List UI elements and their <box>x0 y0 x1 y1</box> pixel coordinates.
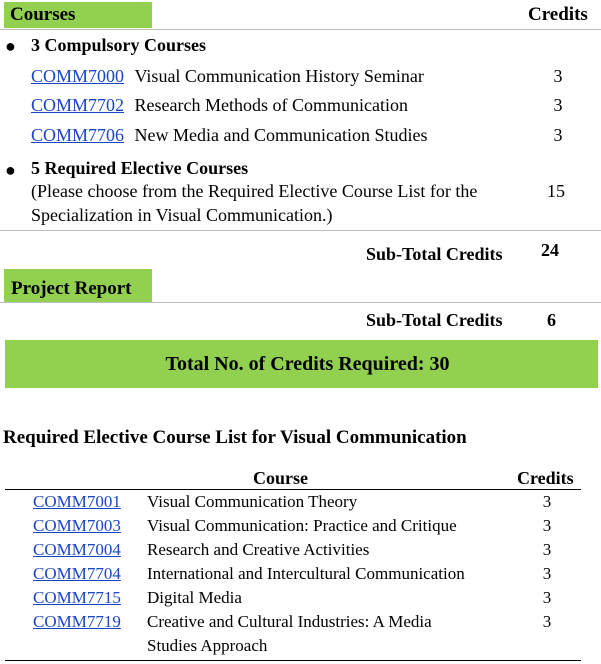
course-code-link[interactable]: COMM7004 <box>33 540 121 559</box>
course-name: New Media and Communication Studies <box>134 125 428 145</box>
course-name-continued: Studies Approach <box>147 636 268 655</box>
elective-list-title: Required Elective Course List for Visual Communication <box>3 427 467 448</box>
table-row <box>33 516 121 536</box>
table-row <box>33 564 121 584</box>
course-credits: 3 <box>542 588 552 607</box>
table-row <box>33 540 121 560</box>
course-credits: 3 <box>542 564 552 583</box>
course-credits: 3 <box>553 95 563 115</box>
bullet-icon: ● <box>5 160 16 180</box>
course-name: Visual Communication: Practice and Critique <box>147 516 457 535</box>
elective-note-line2: Specialization in Visual Communication.) <box>31 205 333 225</box>
compulsory-title: 3 Compulsory Courses <box>31 35 207 55</box>
course-code-link[interactable]: COMM7003 <box>33 516 121 535</box>
course-name: Digital Media <box>147 588 242 607</box>
course-name: International and Intercultural Communication <box>147 564 465 583</box>
course-credits: 3 <box>542 612 552 631</box>
course-code-link[interactable]: COMM7001 <box>33 492 121 511</box>
header-divider <box>0 29 601 30</box>
elective-credits: 15 <box>547 181 565 201</box>
course-code-link[interactable]: COMM7706 <box>31 125 125 145</box>
course-credits: 3 <box>542 492 552 511</box>
course-name: Research Methods of Communication <box>134 95 408 115</box>
credits-column-header: Credits <box>517 468 574 488</box>
course-name: Creative and Cultural Industries: A Media <box>147 612 432 631</box>
course-credits: 3 <box>542 516 552 535</box>
course-code-link[interactable]: COMM7702 <box>31 95 125 115</box>
courses-header-label: Courses <box>10 4 76 25</box>
table-row <box>33 612 121 632</box>
subtotal-value: 6 <box>547 310 556 330</box>
credits-header: Credits <box>528 4 588 25</box>
course-code-link[interactable]: COMM7704 <box>33 564 121 583</box>
divider <box>0 230 601 231</box>
project-report-header <box>4 269 152 302</box>
project-report-label: Project Report <box>11 278 132 299</box>
course-code-link[interactable]: COMM7000 <box>31 66 125 86</box>
course-name: Research and Creative Activities <box>147 540 370 559</box>
table-row <box>33 492 121 512</box>
elective-title: 5 Required Elective Courses <box>31 158 249 178</box>
course-credits: 3 <box>553 125 563 145</box>
compulsory-row <box>31 125 427 146</box>
table-row <box>33 588 121 608</box>
compulsory-row <box>31 95 408 116</box>
course-name: Visual Communication History Seminar <box>134 66 424 86</box>
bullet-icon: ● <box>5 36 16 56</box>
course-code-link[interactable]: COMM7715 <box>33 588 121 607</box>
total-credits-bar <box>5 340 598 388</box>
course-credits: 3 <box>542 540 552 559</box>
course-credits: 3 <box>553 66 563 86</box>
course-name: Visual Communication Theory <box>147 492 358 511</box>
divider <box>0 302 601 303</box>
subtotal-value: 24 <box>541 240 559 260</box>
subtotal-label: Sub-Total Credits <box>366 310 503 330</box>
course-column-header: Course <box>253 468 308 488</box>
table-header-divider <box>5 489 581 490</box>
table-bottom-divider <box>5 660 581 661</box>
courses-header <box>4 2 152 28</box>
subtotal-label: Sub-Total Credits <box>366 244 503 264</box>
elective-note-line1: (Please choose from the Required Elective Course List for the <box>31 181 478 201</box>
compulsory-row <box>31 66 424 87</box>
total-credits-label: Total No. of Credits Required: 30 <box>165 352 450 375</box>
course-code-link[interactable]: COMM7719 <box>33 612 121 631</box>
